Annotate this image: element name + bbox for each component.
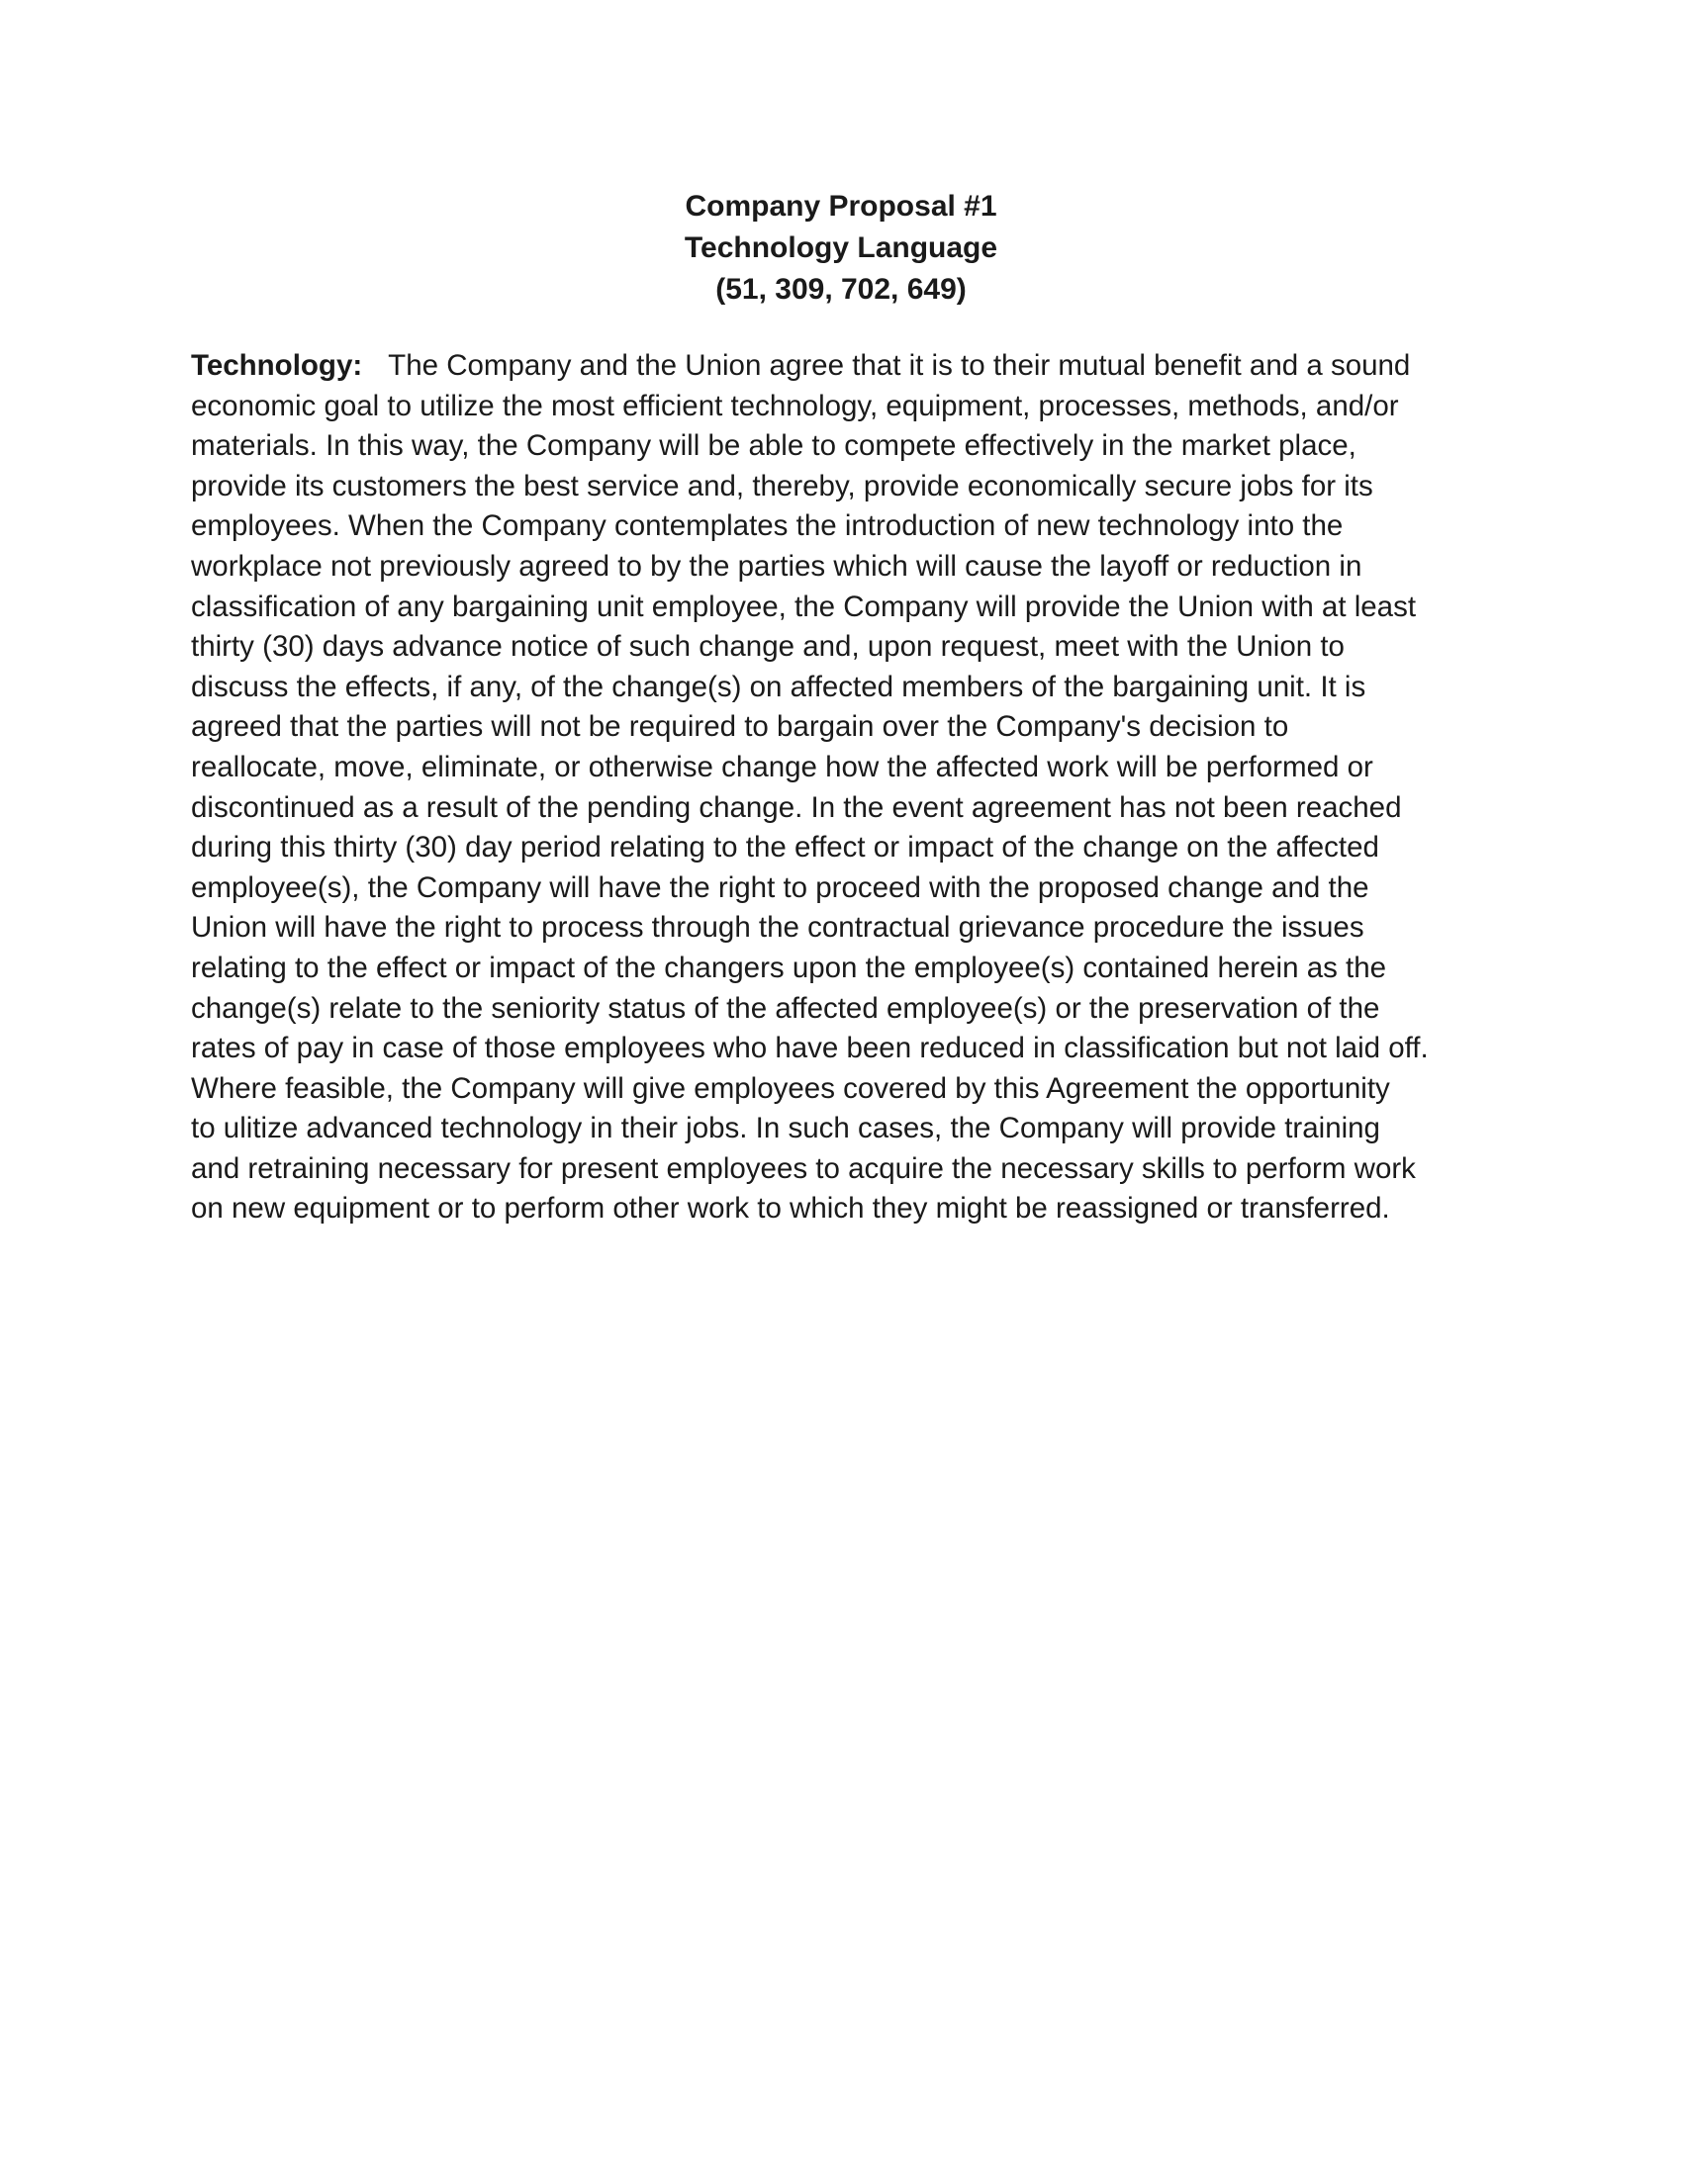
paragraph-line: discontinued as a result of the pending change. In the event agreement has not been reached xyxy=(191,790,1402,824)
paragraph-line: economic goal to utilize the most efficient technology, equipment, processes, methods, and/or xyxy=(191,389,1399,422)
paragraph-line: Where feasible, the Company will give employees covered by this Agreement the opportunity xyxy=(191,1071,1390,1105)
paragraph-line-text: The Company and the Union agree that it is to their mutual benefit and a sound xyxy=(388,349,1411,382)
paragraph-line xyxy=(191,346,1467,387)
paragraph-line: rates of pay in case of those employees who have been reduced in classification but not laid off. xyxy=(191,1032,1429,1065)
paragraph-line: to ulitize advanced technology in their jobs. In such cases, the Company will provide training xyxy=(191,1112,1380,1145)
paragraph-line: during this thirty (30) day period relating to the effect or impact of the change on the affected xyxy=(191,831,1379,864)
paragraph-line: change(s) relate to the seniority status of the affected employee(s) or the preservation of the xyxy=(191,991,1380,1025)
proposal-title: Company Proposal #1 xyxy=(685,190,997,223)
proposal-subtitle: Technology Language xyxy=(684,231,998,264)
paragraph-line: relating to the effect or impact of the changers upon the employee(s) contained herein as the xyxy=(191,951,1387,984)
paragraph-line: employees. When the Company contemplates the introduction of new technology into the xyxy=(191,509,1344,543)
paragraph-line: reallocate, move, eliminate, or otherwise change how the affected work will be performed or xyxy=(191,750,1373,783)
document-header xyxy=(0,186,1682,311)
paragraph-line: agreed that the parties will not be required to bargain over the Company's decision to xyxy=(191,710,1289,744)
paragraph-line: workplace not previously agreed to by the parties which will cause the layoff or reduction in xyxy=(191,549,1362,583)
paragraph-line: on new equipment or to perform other work to which they might be reassigned or transferred. xyxy=(191,1192,1390,1226)
paragraph-line: and retraining necessary for present employees to acquire the necessary skills to perform work xyxy=(191,1151,1416,1185)
paragraph-line: classification of any bargaining unit employee, the Company will provide the Union with at least xyxy=(191,590,1417,623)
proposal-codes: (51, 309, 702, 649) xyxy=(715,273,967,306)
paragraph-line: thirty (30) days advance notice of such change and, upon request, meet with the Union to xyxy=(191,630,1345,664)
paragraph-line: Union will have the right to process through the contractual grievance procedure the issues xyxy=(191,911,1364,945)
technology-section xyxy=(191,346,1467,1229)
paragraph-line: employee(s), the Company will have the right to proceed with the proposed change and the xyxy=(191,870,1369,904)
paragraph-line: provide its customers the best service and, thereby, provide economically secure jobs for its xyxy=(191,469,1373,502)
paragraph-line: discuss the effects, if any, of the change(s) on affected members of the bargaining unit. It is xyxy=(191,670,1366,703)
paragraph-line: materials. In this way, the Company will be able to compete effectively in the market place, xyxy=(191,429,1356,463)
section-label: Technology: xyxy=(191,349,363,382)
